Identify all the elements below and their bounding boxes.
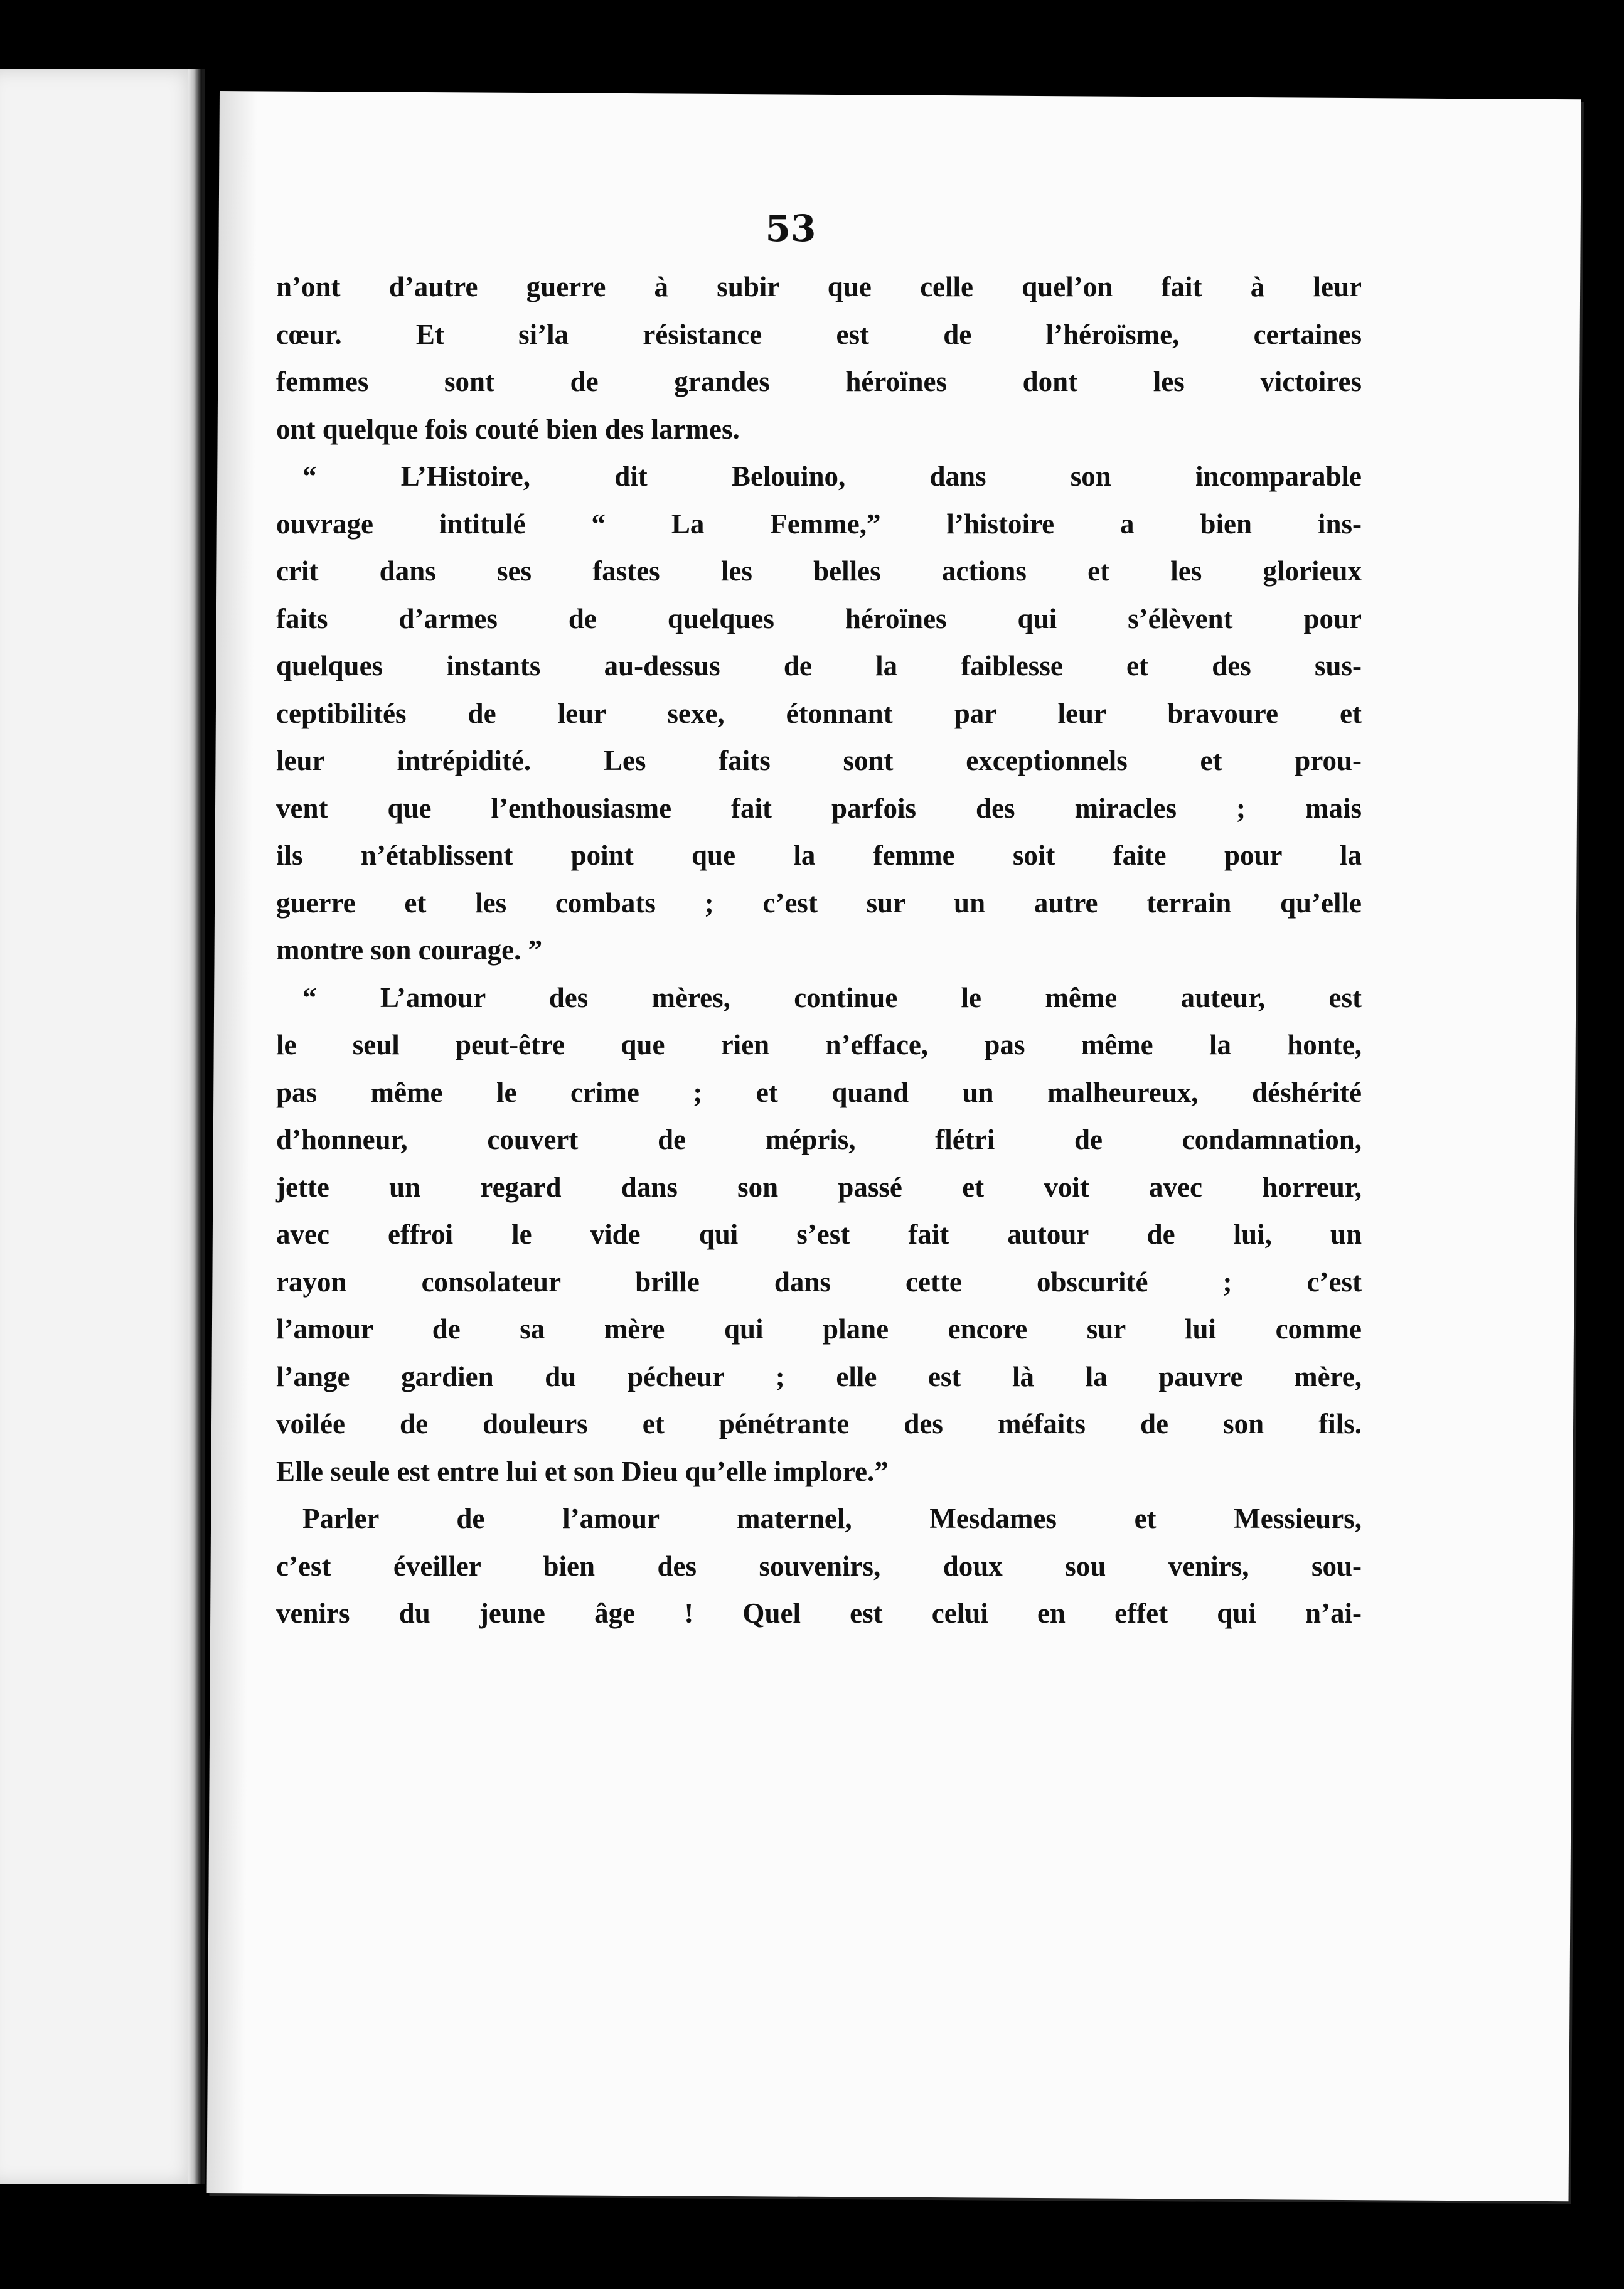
text-line: ils n’établissent point que la femme soit faite pour la [276,840,1362,871]
text-line: l’ange gardien du pécheur ; elle est là la pauvre mère, [276,1360,1362,1392]
page-binding-edge [188,69,202,2184]
body-text [276,264,1362,1638]
text-line: c’est éveiller bien des souvenirs, doux sou venirs, sou- [276,1550,1362,1582]
text-line: leur intrépidité. Les faits sont exceptionnels et prou- [276,745,1362,776]
text-line: avec effroi le vide qui s’est fait autour de lui, un [276,1219,1362,1250]
paragraph-2 [276,453,1362,974]
text-line: “ L’Histoire, dit Belouino, dans son incomparable [302,461,1362,492]
text-line: “ L’amour des mères, continue le même auteur, est [302,981,1362,1013]
paragraph-3 [276,974,1362,1496]
text-line: montre son courage. ” [276,934,543,966]
text-line: crit dans ses fastes les belles actions et les glorieux [276,555,1362,587]
text-line: jette un regard dans son passé et voit avec horreur, [276,1171,1362,1203]
text-line: femmes sont de grandes héroïnes dont les victoires [276,366,1362,397]
text-line: quelques instants au-dessus de la faiblesse et des sus- [276,650,1362,681]
paragraph-4 [276,1495,1362,1638]
page-number: 53 [765,207,816,250]
text-line: ont quelque fois couté bien des larmes. [276,413,740,445]
text-line: d’honneur, couvert de mépris, flétri de condamnation, [276,1124,1362,1155]
text-line: vent que l’enthousiasme fait parfois des miracles ; mais [276,792,1362,824]
spine-shadow [207,91,257,2193]
text-line: le seul peut-être que rien n’efface, pas même la honte, [276,1029,1362,1060]
facing-page-edge [0,69,205,2184]
text-line: guerre et les combats ; c’est sur un autre terrain qu’elle [276,887,1362,919]
text-line: n’ont d’autre guerre à subir que celle quel’on fait à leur [276,271,1362,302]
text-line: ceptibilités de leur sexe, étonnant par leur bravoure et [276,697,1362,729]
text-line: faits d’armes de quelques héroïnes qui s’élèvent pour [276,602,1362,634]
text-line: Elle seule est entre lui et son Dieu qu’elle implore.” [276,1455,889,1487]
text-line: ouvrage intitulé “ La Femme,” l’histoire a bien ins- [276,508,1362,540]
text-line: venirs du jeune âge ! Quel est celui en effet qui n’ai- [276,1598,1362,1629]
text-line: Parler de l’amour maternel, Mesdames et Messieurs, [302,1503,1362,1534]
text-line: cœur. Et si’la résistance est de l’héroïsme, certaines [276,318,1362,350]
paragraph-1 [276,264,1362,453]
text-line: l’amour de sa mère qui plane encore sur lui comme [276,1313,1362,1345]
text-line: rayon consolateur brille dans cette obscurité ; c’est [276,1266,1362,1298]
text-line: voilée de douleurs et pénétrante des méfaits de son fils. [276,1408,1362,1439]
text-line: pas même le crime ; et quand un malheureux, déshérité [276,1076,1362,1108]
